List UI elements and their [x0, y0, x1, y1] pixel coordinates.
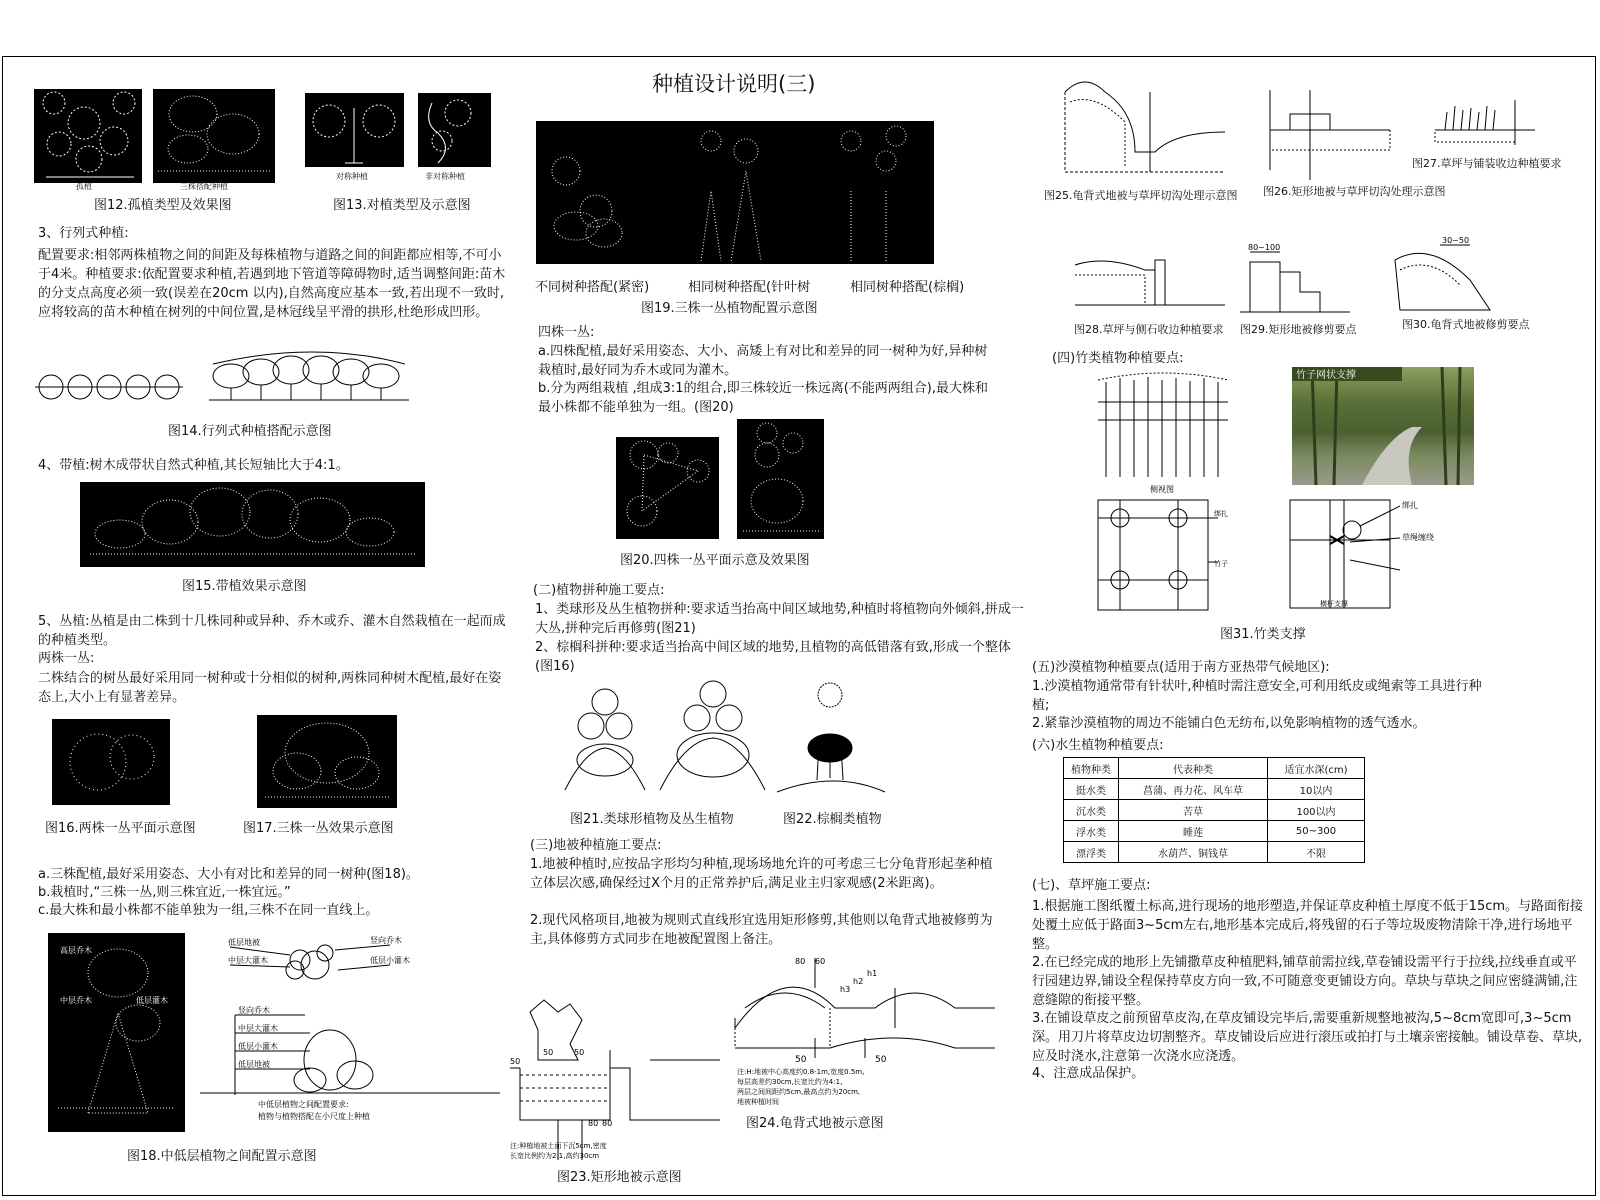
fig17-caption: 图17.三株一丛效果示意图 — [243, 821, 394, 836]
three-tree-a: a.三株配植,最好采用姿态、大小有对比和差异的同一树种(图18)。 — [38, 867, 419, 882]
fig18-render-label-2: 中层乔木 — [60, 996, 92, 1005]
splicing-heading: (二)植物拼种施工要点: — [533, 583, 665, 598]
fig13-symmetric — [305, 93, 404, 167]
three-tree-render-drawing-2 — [257, 715, 397, 808]
fig19-sub-label-3: 相同树种搭配(棕榈) — [850, 280, 965, 295]
lawn-1: 1.根据施工图纸覆土标高,进行现场的地形塑造,并保证草皮种植土厚度不低于15cm。与路面衔接处覆土应低于路面3~5cm左右,地形基本完成后,将残留的石子等垃圾废物清除干净,进行场地平整。 — [1032, 899, 1584, 952]
fig13-caption: 图13.对植类型及示意图 — [333, 198, 471, 213]
lawn-4: 4、注意成品保护。 — [1032, 1066, 1145, 1081]
three-tree-render-drawing — [153, 89, 275, 183]
bamboo-photo-label: 竹子网状支撑 — [1296, 370, 1356, 381]
bamboo-plan-label-1: 绑扎 — [1214, 510, 1228, 518]
four-tree-b: b.分为两组栽植 ,组成3:1的组合,即三株较近一株远离(不能两两组合),最大株和最小株都不能单独为一组。(图20) — [538, 381, 988, 415]
layer-render-drawing — [48, 933, 185, 1132]
table-header-cell: 适宜水深(cm) — [1268, 758, 1365, 779]
table-cell: 10以内 — [1268, 779, 1365, 800]
table-row — [1064, 800, 1365, 821]
isolated-tree-plan-drawing — [34, 89, 142, 183]
bamboo-photo-drawing — [1292, 367, 1474, 485]
fig23-dim-2: 50 — [510, 1057, 521, 1066]
fig14-row-planting-drawing — [35, 352, 435, 410]
fig24-note-4: 地被种植时间 — [737, 1098, 779, 1106]
table-row — [1064, 821, 1365, 842]
fig21-caption: 图21.类球形植物及丛生植物 — [570, 812, 734, 827]
fig27-drawing — [1435, 100, 1535, 155]
fig19-sub-label-2: 相同树种搭配(针叶树 — [688, 280, 811, 295]
bamboo-side-label: 侧视图 — [1150, 485, 1174, 494]
table-cell: 苦草 — [1119, 800, 1268, 821]
table-cell: 菖蒲、再力花、风车草 — [1119, 779, 1268, 800]
groundcover-1: 1.地被种植时,应按品字形均匀种植,现场场地允许的可考虑三七分龟背形起垄种植立体层次感,确保经过X个月的正常养护后,满足业主归家观感(2米距离)。 — [530, 857, 993, 891]
lawn-2: 2.在已经完成的地形上先铺撒草皮种植肥料,铺草前需拉线,草卷铺设需平行于拉线,拉线垂直或平行园建边界,铺设全程保持草皮方向一致,不可随意变更铺设方向。草块与草块之间应密缝满铺,注意缝隙的衔接平整。 — [1032, 955, 1578, 1008]
fig18-render-label-1: 高层乔木 — [60, 946, 92, 955]
fig18-vert-label-3: 低层小灌木 — [238, 1042, 278, 1051]
fig29-caption: 图29.矩形地被修剪要点 — [1240, 323, 1357, 336]
fig12-caption: 图12.孤植类型及效果图 — [94, 198, 232, 213]
cluster-heading: 5、丛植:丛植是由二株到十几株同种或异种、乔木或乔、灌木自然栽植在一起而成的种植类型。 — [38, 614, 506, 648]
table-cell: 漂浮类 — [1064, 842, 1119, 863]
table-cell: 不限 — [1268, 842, 1365, 863]
fig18-vert-label-4: 低层地被 — [238, 1060, 270, 1069]
fig24-dim-1: 60 — [815, 957, 826, 966]
fig18-layer-plan-drawing — [200, 935, 500, 1145]
fig23-dim-4: 80 — [602, 1119, 613, 1128]
fig18-plan-label-1: 低层地被 — [228, 938, 260, 947]
bamboo-support-photo — [1292, 367, 1474, 485]
table-cell: 沉水类 — [1064, 800, 1119, 821]
fig17-three-tree-render — [257, 715, 397, 808]
fig23-caption: 图23.矩形地被示意图 — [557, 1170, 682, 1185]
fig15-belt-planting — [80, 482, 425, 567]
two-tree-plan-drawing — [52, 719, 170, 805]
fig18-plan-label-4: 低层小灌木 — [370, 956, 410, 965]
splicing-1: 1、类球形及丛生植物拼种:要求适当抬高中间区域地势,种植时将植物向外倾斜,拼成一大丛,拼种完后再修剪(图21) — [535, 602, 1024, 636]
groundcover-2: 2.现代风格项目,地被为规则式直线形宜选用矩形修剪,其他则以龟背式地被修剪为主,具体修剪方式同步在地被配置图上备注。 — [530, 913, 993, 947]
three-tree-combo-drawing — [536, 121, 934, 264]
fig29-drawing — [1240, 242, 1350, 322]
splicing-2: 2、棕榈科拼种:要求适当抬高中间区域的地势,且植物的高低错落有致,形成一个整体(图16) — [535, 640, 1011, 674]
page-title: 种植设计说明(三) — [652, 72, 816, 96]
three-tree-b: b.栽植时,“三株一丛,则三株宜近,一株宜远。” — [38, 885, 291, 900]
fig18-caption: 图18.中低层植物之间配置示意图 — [127, 1149, 317, 1164]
table-cell: 50~300 — [1268, 821, 1365, 842]
fig24-dim-4: h1 — [867, 969, 878, 978]
fig24-dim-2: h3 — [840, 985, 851, 994]
fig24-dim-5: 50 — [795, 1055, 807, 1065]
table-row — [1064, 842, 1365, 863]
fig15-caption: 图15.带植效果示意图 — [182, 579, 307, 594]
three-tree-c: c.最大株和最小株都不能单独为一组,三株不在同一直线上。 — [38, 903, 379, 918]
aquatic-heading: (六)水生植物种植要点: — [1032, 738, 1164, 753]
fig18-note-1: 中低层植物之间配置要求: — [258, 1100, 349, 1109]
fig24-dim-3: h2 — [853, 977, 864, 986]
asymmetric-planting-drawing — [418, 93, 491, 167]
fig18-plan-label-3: 竖向乔木 — [370, 936, 402, 945]
bamboo-detail-drawing — [1290, 500, 1450, 610]
fig31-caption: 图31.竹类支撑 — [1220, 627, 1306, 642]
fig16-two-tree-plan — [52, 719, 170, 805]
fig25-caption: 图25.龟背式地被与草坪切沟处理示意图 — [1044, 189, 1238, 202]
desert-heading: (五)沙漠植物种植要点(适用于南方亚热带气候地区): — [1032, 660, 1330, 675]
table-header-cell: 植物种类 — [1064, 758, 1119, 779]
symmetric-planting-drawing — [305, 93, 404, 167]
fig12-three-tree-render — [153, 89, 275, 183]
table-cell: 睡莲 — [1119, 821, 1268, 842]
fig23-note-1: 注:种植地被土面下沉5cm,密度 — [510, 1142, 607, 1150]
fig24-note-3: 两层之间间距约5cm,最高点约为20cm, — [737, 1088, 861, 1096]
four-tree-heading: 四株一丛: — [538, 325, 595, 340]
fig18-layer-render — [48, 933, 185, 1132]
belt-planting-drawing — [80, 482, 425, 567]
bamboo-side-drawing — [1098, 372, 1238, 497]
fig25-drawing — [1065, 72, 1235, 177]
fig13-sub1-label: 对称种植 — [336, 172, 368, 181]
fig12-isolated-plan — [34, 89, 142, 183]
fig12-sub2-label: 三株搭配种植 — [180, 182, 228, 191]
lawn-3: 3.在铺设草皮之前预留草皮沟,在草皮铺设完毕后,需要重新规整地被沟,5~8cm宽即可,3~5cm深。用刀片将草皮边切割整齐。草皮铺设后应进行滚压或拍打与土壤亲密接触。铺设草卷、草块,应及时浇水,注意第一次浇水应浇透。 — [1032, 1011, 1583, 1064]
fig30-caption: 图30.龟背式地被修剪要点 — [1402, 318, 1530, 331]
bamboo-plan-drawing — [1098, 500, 1228, 610]
fig24-dim-0: 80 — [795, 957, 806, 966]
fig12-sub1-label: 孤植 — [76, 182, 92, 191]
fig21-22-drawing — [555, 680, 915, 805]
fig30-dim: 30~50 — [1442, 236, 1470, 245]
four-tree-plan-drawing — [616, 437, 719, 539]
four-tree-a: a.四株配植,最好采用姿态、大小、高矮上有对比和差异的同一树种为好,异种树栽植时,最好同为乔木或同为灌木。 — [538, 344, 988, 378]
lawn-heading: (七)、草坪施工要点: — [1032, 878, 1151, 893]
bamboo-detail-label-2: 草绳缠绕 — [1402, 533, 1434, 542]
fig13-asymmetric — [418, 93, 491, 167]
fig29-dim: 80~100 — [1248, 243, 1281, 252]
fig14-caption: 图14.行列式种植搭配示意图 — [168, 424, 332, 439]
bamboo-plan-label-2: 竹子 — [1214, 560, 1228, 568]
fig18-note-2: 植物与植物搭配在小尺度上种植 — [258, 1112, 370, 1121]
table-cell: 100以内 — [1268, 800, 1365, 821]
fig28-drawing — [1075, 245, 1225, 315]
fig18-render-label-3: 低层灌木 — [136, 996, 168, 1005]
fig24-note-2: 每层高差约30cm,长宽比约为4:1, — [737, 1078, 843, 1086]
four-tree-render-drawing — [737, 419, 824, 539]
fig24-dim-6: 50 — [875, 1055, 887, 1065]
fig18-plan-label-2: 中层大灌木 — [228, 956, 268, 965]
table-cell: 挺水类 — [1064, 779, 1119, 800]
fig24-turtle-groundcover-drawing — [735, 958, 1005, 1108]
table-cell: 浮水类 — [1064, 821, 1119, 842]
bamboo-heading: (四)竹类植物种植要点: — [1052, 351, 1184, 366]
table-header-row — [1064, 758, 1365, 779]
fig18-vert-label-1: 竖向乔木 — [238, 1006, 270, 1015]
fig23-dim-1: 50 — [574, 1048, 585, 1057]
two-tree-heading: 两株一丛: — [38, 651, 95, 666]
fig30-drawing — [1390, 236, 1530, 320]
desert-2: 2.紧靠沙漠植物的周边不能铺白色无纺布,以免影响植物的透气透水。 — [1032, 716, 1426, 731]
row-planting-heading: 3、行列式种植: — [38, 226, 129, 241]
row-planting-body: 配置要求:相邻两株植物之间的间距及每株植物与道路之间的间距都应相等,不可小于4米。种植要求:依配置要求种植,若遇到地下管道等障碍物时,适当调整间距:苗木的分支点高度必须一致(误差在20cm 以内),自然高度应基本一致,若出现不一致时,应将较高的苗木种植在树列的中间位置,是林冠线呈平滑的拱形,杜绝形成凹形。 — [38, 248, 506, 320]
fig27-caption: 图27.草坪与铺装收边种植要求 — [1412, 157, 1562, 170]
fig16-caption: 图16.两株一丛平面示意图 — [45, 821, 196, 836]
fig23-note-2: 长宽比例约为2:1,高约30cm — [510, 1152, 600, 1160]
table-header-cell: 代表种类 — [1119, 758, 1268, 779]
fig23-dim-0: 50 — [543, 1048, 554, 1057]
fig20-four-tree-render — [737, 419, 824, 539]
table-cell: 水葫芦、铜钱草 — [1119, 842, 1268, 863]
fig13-sub2-label: 非对称种植 — [425, 172, 465, 181]
fig26-caption: 图26.矩形地被与草坪切沟处理示意图 — [1263, 185, 1446, 198]
fig19-sub-label-1: 不同树种搭配(紧密) — [535, 280, 650, 295]
fig24-caption: 图24.龟背式地被示意图 — [746, 1116, 884, 1131]
fig20-caption: 图20.四株一丛平面示意及效果图 — [620, 553, 810, 568]
fig22-caption: 图22.棕榈类植物 — [783, 812, 882, 827]
fig18-vert-label-2: 中层大灌木 — [238, 1024, 278, 1033]
fig20-four-tree-plan — [616, 437, 719, 539]
fig28-caption: 图28.草坪与侧石收边种植要求 — [1074, 323, 1224, 336]
aquatic-plant-table — [1063, 757, 1365, 863]
belt-planting-text: 4、带植:树木成带状自然式种植,其长短轴比大于4:1。 — [38, 458, 349, 473]
fig23-rect-groundcover-drawing — [510, 1000, 725, 1170]
fig19-caption: 图19.三株一丛植物配置示意图 — [641, 301, 818, 316]
bamboo-detail-label-1: 绑扎 — [1402, 501, 1418, 510]
fig23-dim-3: 80 — [588, 1119, 599, 1128]
bamboo-detail-label-3: 横杆支撑 — [1320, 600, 1348, 608]
fig24-note-1: 注:H:地被中心高度约0.8-1m,宽度0.5m, — [737, 1068, 865, 1076]
table-row — [1064, 779, 1365, 800]
fig19-three-tree-render — [536, 121, 934, 264]
two-tree-body: 二株结合的树丛最好采用同一树种或十分相似的树种,两株同种树木配植,最好在姿态上,大小上有显著差异。 — [38, 671, 502, 705]
groundcover-heading: (三)地被种植施工要点: — [530, 838, 662, 853]
desert-1: 1.沙漠植物通常带有针状叶,种植时需注意安全,可利用纸皮或绳索等工具进行种植; — [1032, 679, 1482, 713]
